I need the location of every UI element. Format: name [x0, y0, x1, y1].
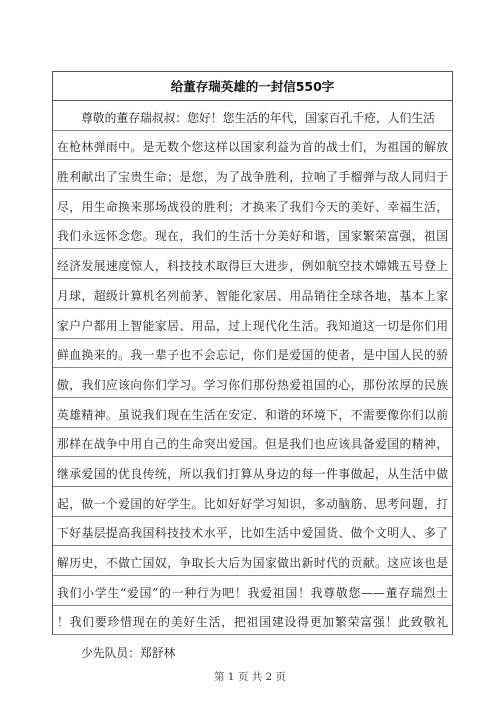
- text-line: 英雄精神。虽说我们现在生活在安定、和谐的环境下，不需要像你们以前: [53, 398, 452, 428]
- title-row: [53, 72, 452, 101]
- text-line: 在枪林弹雨中。是无数个您这样以国家利益为首的战士们，为祖国的解放: [53, 131, 452, 161]
- text-line: 那样在战争中用自己的生命突出爱国。但是我们也应该具备爱国的精神，: [53, 428, 452, 458]
- text-line: 起，做一个爱国的好学生。比如好好学习知识，多动脑筋、思考问题，打: [53, 487, 452, 517]
- text-line: 继承爱国的优良传统，所以我们打算从身边的每一件事做起，从生活中做: [53, 457, 452, 487]
- text-line: ！我们要珍惜现在的美好生活，把祖国建设得更加繁荣富强！此致敬礼: [53, 606, 452, 636]
- text-line: 下好基层提高我国科技技术水平，比如生活中爱国货、做个文明人、多了: [53, 517, 452, 547]
- text-line: 经济发展速度惊人，科技技术取得巨大进步，例如航空技术嫦娥五号登上: [53, 249, 452, 279]
- letter-title: 给董存瑞英雄的一封信550字: [170, 79, 335, 94]
- text-line: 鲜血换来的。我一辈子也不会忘记，你们是爱国的使者，是中国人民的骄: [53, 339, 452, 369]
- text-line: 家户户都用上智能家居、用品，过上现代化生活。我知道这一切是你们用: [53, 309, 452, 339]
- text-line: 月球，超级计算机名列前茅、智能化家居、用品销往全球各地，基本上家: [53, 279, 452, 309]
- text-line: 尊敬的董存瑞叔叔：您好！您生活的年代，国家百孔千疮，人们生活: [53, 101, 452, 131]
- text-line: 傲，我们应该向你们学习。学习你们那份热爱祖国的心，那份浓厚的民族: [53, 368, 452, 398]
- text-line: 我们永远怀念您。现在，我们的生活十分美好和谐，国家繁荣富强，祖国: [53, 220, 452, 250]
- page-number: 第 1 页 共 2 页: [213, 671, 287, 683]
- letter-table: [52, 71, 453, 661]
- text-line: 尽，用生命换来那场战役的胜利；才换来了我们今天的美好、幸福生活，: [53, 190, 452, 220]
- text-line: 我们小学生“爱国”的一种行为吧！我爱祖国！我尊敬您——董存瑞烈士: [53, 576, 452, 606]
- signature-line: 少先队员：郑舒林: [81, 646, 176, 661]
- letter-body: [53, 101, 452, 665]
- text-line: 解历史，不做亡国奴，争取长大后为国家做出新时代的贡献。这应该也是: [53, 546, 452, 576]
- text-line: 胜利献出了宝贵生命；是您，为了战争胜利，拉响了手榴弹与敌人同归于: [53, 160, 452, 190]
